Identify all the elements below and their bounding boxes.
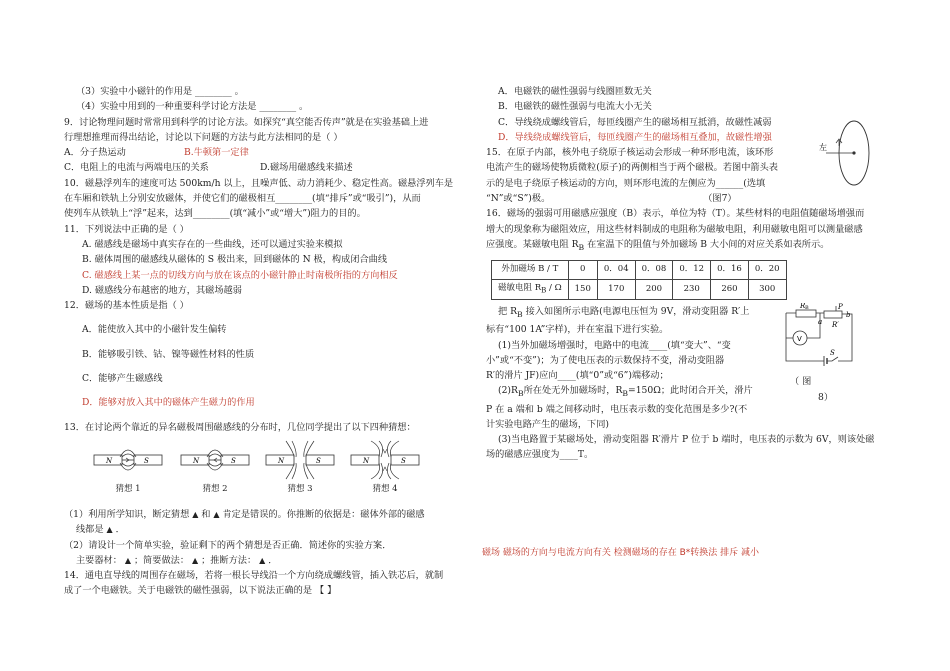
q10-line-2: 在车厢和铁轨上分别安放磁体，并使它们的磁极相互________(填“排斥”或“吸引”)，从而 [64, 193, 421, 205]
fig2-pole-s: S [231, 456, 236, 465]
q13-sub2-c: ；推断方法： [201, 554, 257, 566]
q14-option-b: B．电磁铁的磁性强弱与电流大小无关 [498, 101, 652, 113]
figure-8-label-a: （ 图 [790, 376, 812, 387]
magnetoresistor-table [491, 260, 787, 300]
q13-stem: 13．在讨论两个靠近的异名磁极周围磁感线的分布时，几位同学提出了以下四种猜想： [64, 421, 416, 433]
atom-ring-diagram [818, 118, 878, 188]
fig4-pole-n: N [363, 456, 370, 465]
q9-option-c: C．电阻上的电流与两端电压的关系 [64, 162, 209, 174]
circuit-v-label: V [797, 335, 802, 343]
circuit-p-label: P [838, 303, 843, 311]
atom-ring-figure [818, 118, 878, 192]
circuit-diagram [780, 303, 870, 375]
answer-blank-2: ▲ [213, 509, 220, 519]
answer-blank-4: ▲ [124, 555, 132, 565]
q16-line-3 [486, 237, 900, 255]
figure-3-diagram [264, 439, 336, 483]
figure-3-label: 猜想 3 [287, 483, 313, 494]
s2-c: =150Ω；此时闭合开关，滑片 [628, 385, 753, 397]
s2-sub2: B [622, 389, 629, 399]
fig2-pole-n: N [193, 456, 200, 465]
q11-option-b: B. 磁体周围的磁感线从磁体的 S 极出来，回到磁体的 N 极，构成闭合曲线 [82, 254, 388, 266]
q13-figure-1 [92, 439, 164, 495]
q16-s1-2: 小”或“不变”)；为了使电压表的示数保持不变，滑动变阻器 [486, 354, 725, 366]
answer-blank-5: ▲ [191, 555, 199, 565]
left-column [64, 84, 469, 599]
circuit-s-label: S [830, 349, 835, 357]
figure-4-label: 猜想 4 [372, 483, 398, 494]
q16-p1-b: 接入如图所示电路(电源电压恒为 9V，滑动变阻器 R′上 [522, 306, 750, 318]
q9-option-d: D.磁场用磁感线来描述 [260, 162, 353, 174]
rb-head-sub: B [541, 285, 547, 295]
fig3-pole-s: S [316, 456, 321, 465]
q13-sub2-line2 [64, 553, 469, 568]
q12-option-b: B．能够吸引铁、钴、镍等磁性材料的性质 [82, 348, 255, 360]
figure-4-diagram [349, 439, 421, 483]
q12-option-a: A．能使放入其中的小磁针发生偏转 [82, 324, 227, 336]
q13-sub1-end: ． [115, 524, 125, 536]
q16-p1-a: 把 R [498, 306, 518, 318]
q16-s3-1: (3)当电路置于某磁场处，滑动变阻器 R′滑片 P 位于 b 端时，电压表的示数为 6V，则该处磁 [498, 434, 875, 446]
figure-7-label: （图7） [703, 193, 737, 205]
circuit-rb-label: R [800, 303, 806, 310]
rb-head-unit: / Ω [546, 283, 562, 294]
q13-sub2-b: ；简要做法： [133, 554, 190, 566]
table-cell: 170 [597, 280, 635, 300]
figure-2-diagram [179, 439, 251, 483]
q13-figure-4 [349, 439, 421, 495]
q9-option-b: B.牛顿第一定律 [184, 147, 249, 159]
table-cell: 150 [568, 280, 597, 300]
table-cell: 0．16 [711, 261, 749, 280]
table-row [492, 280, 787, 300]
q14-stem-1: 14．通电直导线的周围存在磁场，若将一根长导线沿一个方向绕成螺线管，插入铁芯后，就制 [64, 570, 444, 582]
q16-p2: 标有“100 1A”字样)，并在室温下进行实验。 [486, 324, 669, 336]
figure-2-label: 猜想 2 [202, 483, 228, 494]
q15-line-4-text: “N”或“S”)极。 [486, 193, 551, 205]
answer-blank-1: ▲ [192, 509, 199, 519]
q13-sub1-a: （1）利用所学知识，断定猜想 [64, 508, 190, 520]
table-cell: 0．20 [748, 261, 786, 280]
q14-stem-2: 成了一个电磁铁。关于电磁铁的磁性强弱，以下说法正确的是 【 】 [64, 585, 337, 597]
table-cell: 230 [673, 280, 711, 300]
q13-sub1-d: 线都是 [76, 524, 104, 536]
table-row [492, 261, 787, 280]
q15-line-1: 15．在原子内部，核外电子绕原子核运动会形成一种环形电流，该环形 [486, 147, 774, 159]
q11-option-d: D. 磁感线分布越密的地方，其磁场越弱 [82, 284, 242, 296]
q11-option-c: C. 磁感线上某一点的切线方向与放在该点的小磁针静止时南极所指的方向相反 [82, 269, 398, 281]
table-cell: 0．08 [635, 261, 673, 280]
q16-s1-3: R′的滑片 JF)应向____(填“0”或“6”)端移动； [486, 370, 669, 382]
q16-s3-2: 场的磁感应强度为____T。 [486, 449, 594, 461]
fig1-pole-s: S [144, 456, 149, 465]
q13-sub1-c: 肯定是错误的。你推断的依据是：磁体外部的磁感 [222, 508, 425, 520]
figure-1-diagram [92, 439, 164, 483]
q12-stem: 12．磁场的基本性质是指（ ） [64, 300, 189, 312]
q13-figures [64, 439, 469, 499]
table-cell: 200 [635, 280, 673, 300]
q11-option-a: A. 磁感线是磁场中真实存在的一些曲线，还可以通过实验来模拟 [82, 238, 343, 250]
q13-sub1-line1 [64, 507, 469, 522]
q15-line-4 [486, 191, 900, 206]
q9-stem-1: 9．讨论物理问题时常常用到科学的讨论方法。如探究“真空能否传声”就是在实验基础上进 [64, 116, 429, 128]
q8-sub4: （4）实验中用到的一种重要科学讨论方法是 ________ 。 [76, 101, 309, 113]
q8-sub3: （3）实验中小磁针的作用是 ________ 。 [76, 86, 244, 97]
table-cell: 260 [711, 280, 749, 300]
table-row-header-rb [492, 280, 569, 300]
q13-figure-2 [179, 439, 251, 495]
fig4-pole-s: S [401, 456, 406, 465]
q16-s1-1: (1)当外加磁场增强时，电路中的电流____(填“变大”、“变 [498, 339, 731, 351]
q16-line-3-sub: B [578, 242, 585, 252]
q13-sub2-a: 主要器材： [76, 554, 122, 566]
q10-line-3: 使列车从铁轨上“浮”起来，达到________(填“减小”或“增大”)阻力的目的。 [64, 208, 366, 220]
figure-8-label-b: 8） [818, 392, 834, 403]
q16-s2-2: P 在 a 端和 b 端之间移动时，电压表示数的变化范围是多少?(不 [486, 403, 748, 415]
q16-line-3-b: 在室温下的阻值与外加磁场 B 大小间的对应关系如表所示。 [584, 238, 830, 250]
q16-p1-sub: B [517, 309, 523, 319]
q12-option-c: C．能够产生磁感线 [82, 373, 163, 385]
table-row-header-b: 外加磁场 B / T [492, 261, 569, 280]
circuit-rb-sub: B [805, 305, 809, 311]
fig1-pole-n: N [106, 456, 113, 465]
circuit-figure [780, 303, 870, 379]
s2-b: 所在处无外加磁场时，R [523, 385, 623, 397]
circuit-b-label: b [846, 311, 851, 319]
answer-blank-6: ▲ [259, 555, 266, 565]
q14-option-d: D．导线绕成螺线管后，每匝线圈产生的磁场相互叠加，故磁性增强 [498, 131, 772, 143]
q15-line-2: 电流产生的磁场使物质微粒(原子)的两侧相当于两个磁极。若图中箭头表 [486, 162, 778, 174]
s2-sub: B [517, 389, 524, 399]
s2-a: (2)R [498, 385, 518, 397]
q13-sub2: （2）请设计一个简单实验，验证剩下的两个猜想是否正确．简述你的实验方案． [64, 539, 392, 551]
table-cell: 300 [748, 280, 786, 300]
q16-line-2: 增大的现象称为磁阻效应，用这些材料制成的电阻称为磁敏电阻，利用磁敏电阻可以测量磁感 [486, 223, 863, 235]
ring-left-label: 左 [819, 143, 827, 152]
q9-stem-2: 行理想推理而得出结论，讨论以下问题的方法与此方法相同的是（ ） [64, 131, 343, 143]
table-cell: 0 [568, 261, 597, 280]
circuit-a-label: a [818, 318, 823, 326]
q16-line-3-a: 应强度。某磁敏电阻 R [486, 238, 579, 250]
answer-key: 磁场 磁场的方向与电流方向有关 检测磁场的存在 B*转换法 排斥 减小 [482, 548, 759, 558]
q13-sub1-b: 和 [201, 508, 211, 520]
table-cell: 0．04 [597, 261, 635, 280]
q9-options-cd [64, 160, 469, 175]
q15-line-3: 示的是电子绕原子核运动的方向，则环形电流的左侧应为______(选填 [486, 177, 766, 189]
figure-1-label: 猜想 1 [115, 483, 141, 494]
q14-option-a: A．电磁铁的磁性强弱与线圈匝数无关 [498, 86, 652, 97]
q13-sub1-line2 [64, 522, 469, 537]
q9-option-a: A．分子热运动 [64, 147, 126, 159]
q11-stem: 11．下列说法中正确的是（ ） [64, 223, 189, 235]
q13-sub2-end: ． [268, 554, 278, 566]
q16-s2-1 [486, 383, 900, 401]
q16-line-1: 16．磁场的强弱可用磁感应强度（B）表示，单位为特（T）。某些材料的电阻值随磁场增强而 [486, 208, 865, 220]
q12-option-d: D．能够对放入其中的磁体产生磁力的作用 [82, 397, 255, 409]
q16-s2-3: 计实验电路产生的磁场，下同) [486, 418, 610, 430]
rb-head: 磁敏电阻 R [498, 283, 542, 294]
q13-figure-3 [264, 439, 336, 495]
fig3-pole-n: N [278, 456, 285, 465]
q10-line-1: 10．磁悬浮列车的速度可达 500km/h 以上，且噪声低、动力消耗少、稳定性高。磁悬浮列车是 [64, 177, 454, 189]
table-cell: 0．12 [673, 261, 711, 280]
q14-option-c: C．导线绕成螺线管后，每匝线圈产生的磁场相互抵消，故磁性减弱 [498, 116, 772, 128]
circuit-r-label: R′ [832, 321, 839, 329]
answer-blank-3: ▲ [106, 525, 113, 535]
q9-options-ab [64, 145, 469, 160]
